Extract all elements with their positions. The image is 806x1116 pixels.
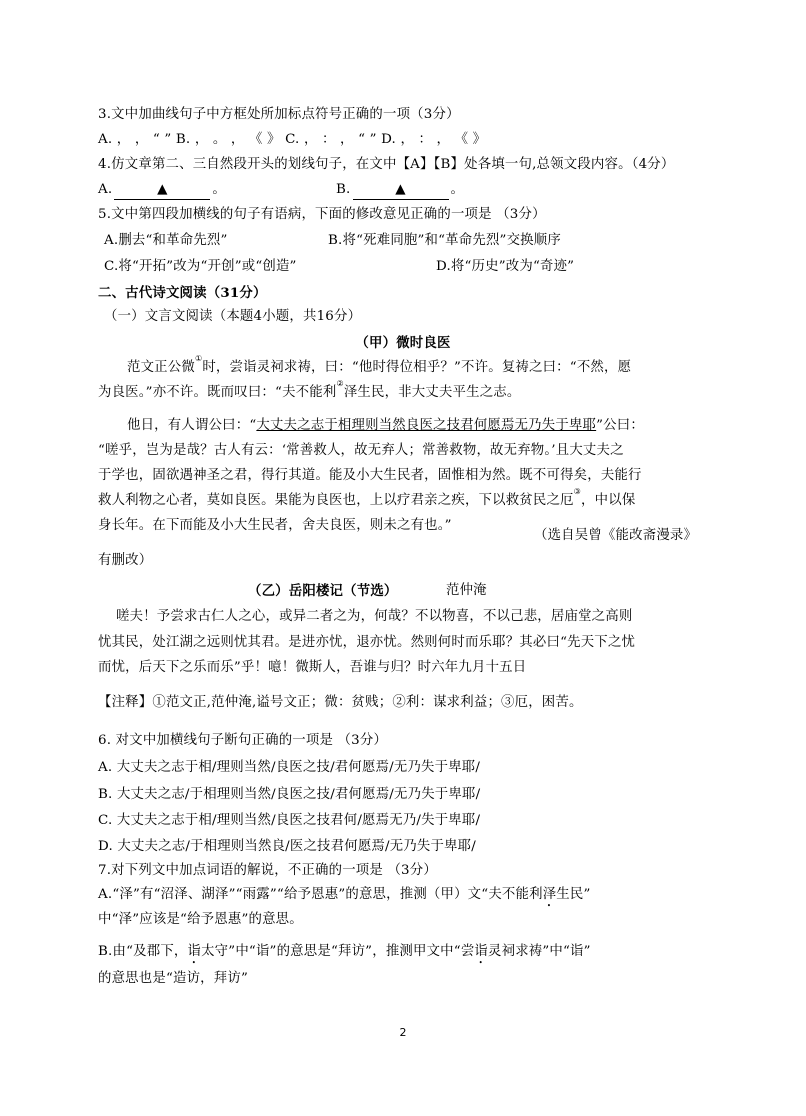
q4-b-label: B. [336, 182, 351, 197]
q5-option-c: C.将“开拓”改为“开创”或“创造” [104, 259, 297, 274]
q5-option-a: A.删去“和革命先烈” [104, 233, 228, 248]
passage-a-p1-line1: 范文正公微①时，尝诣灵祠求祷，曰：“他时得位相乎？”不许。复祷之曰：“不然，愿 [127, 354, 632, 375]
annotation-note: 【注释】①范文正,范仲淹,谥号文正；微：贫贱；②利：谋求利益；③厄，困苦。 [98, 695, 583, 710]
q5-option-d: D.将“历史”改为“奇迹” [436, 259, 575, 274]
q4-answer-b [336, 181, 464, 200]
passage-b-line3: 而忧，后天下之乐而乐”乎！噫！微斯人，吾谁与归？时六年九月十五日 [98, 660, 527, 675]
passage-a-p2-line3: 于学也，固欲遇神圣之君，得行其道。能及小大生民者，固惟相为然。既不可得矣，夫能行 [98, 468, 642, 483]
passage-a-source-cont: 有删改） [98, 553, 153, 568]
q4-a-blank: ▲ [114, 181, 210, 200]
q4-b-blank: ▲ [353, 181, 449, 200]
q4-b-end: 。 [450, 182, 465, 197]
passage-b-line2: 忧其民，处江湖之远则忧其君。是进亦忧，退亦忧。然则何时而乐耶？其必曰“先天下之忧 [98, 635, 636, 650]
q4-a-end: 。 [212, 182, 226, 197]
q6-option-c: C. 大丈夫之志于相/理则当然/良医之技君何/愿焉无乃/失于卑耶/ [98, 813, 481, 828]
passage-a-p2-line5: 身长年。在下而能及小大生民者，舍夫良医，则未之有也。” [98, 518, 452, 533]
passage-a-p2-line4: 救人利物之心者，莫如良医。果能为良医也，上以疗君亲之疾，下以救贫民之厄③，中以保 [98, 487, 636, 508]
passage-b-author: 范仲淹 [446, 583, 487, 598]
q4-a-label: A. [98, 182, 113, 197]
q4-stem: 4.仿文章第二、三自然段开头的划线句子，在文中【A】【B】处各填一句,总领文段内容。（4分） [98, 157, 675, 172]
dotted-word-yi-2: 诣 [474, 944, 489, 959]
q6-stem: 6. 对文中加横线句子断句正确的一项是 （3分） [98, 733, 388, 748]
underlined-sentence: 大丈夫之志于相理则当然良医之技君何愿焉无乃失于卑耶 [256, 418, 597, 433]
note-ref-2: ② [336, 379, 344, 388]
page-number: 2 [399, 1026, 407, 1039]
q7-option-b-line1: B.由“及郡下，诣太守”中“诣”的意思是“拜访”，推测甲文中“尝诣灵祠求祷”中“诣” [98, 944, 591, 959]
note-ref-3: ③ [573, 487, 582, 496]
section-2-subtitle: （一）文言文阅读（本题4小题，共16分） [104, 309, 362, 324]
passage-a-title: （甲）微时良医 [355, 335, 451, 351]
passage-a-p1-line2: 为良医。”亦不许。既而叹曰：“夫不能利②泽生民，非大丈夫平生之志。 [98, 379, 521, 400]
dotted-word-ze: 泽 [542, 887, 557, 902]
q6-option-b: B. 大丈夫之志/于相理则当然/良医之技/君何愿焉/无乃失于卑耶/ [98, 787, 481, 802]
passage-a-p2-line1: 他日，有人谓公曰：“大丈夫之志于相理则当然良医之技君何愿焉无乃失于卑耶”公曰： [127, 418, 644, 433]
q6-option-d: D. 大丈夫之志/于相理则当然良/医之技君何愿焉/无乃失于卑耶/ [98, 839, 476, 854]
q5-option-b: B.将“死难同胞”和“革命先烈”交换顺序 [328, 233, 561, 248]
note-ref-1: ① [194, 354, 203, 363]
q3-options: A. ， ， “ ” B. ， 。 ， 《 》 C. ， ： ， “ ” D. ， ： ， 《 》 [98, 132, 487, 147]
q5-stem: 5.文中第四段加横线的句子有语病，下面的修改意见正确的一项是 （3分） [98, 207, 546, 222]
passage-b-line1: 嗟夫！予尝求古仁人之心，或异二者之为，何哉？不以物喜，不以己悲，居庙堂之高则 [116, 609, 633, 624]
section-2-title: 二、古代诗文阅读（31分） [98, 285, 267, 301]
passage-a-source: （选自吴曾《能改斋漫录》 [534, 528, 698, 543]
dotted-word-yi-1: 诣 [187, 944, 202, 959]
q3-stem: 3.文中加曲线句子中方框处所加标点符号正确的一项（3分） [98, 107, 460, 122]
q7-option-b-line2: 的意思也是“造访，拜访” [98, 971, 248, 986]
q4-answer-a [98, 181, 226, 200]
q6-option-a: A. 大丈夫之志于相/理则当然/良医之技/君何愿焉/无乃失于卑耶/ [98, 760, 481, 775]
q7-option-a-line2: 中“泽”应该是“给予恩惠”的意思。 [98, 912, 303, 927]
passage-a-p2-line2: “嗟乎，岂为是哉？古人有云：‘常善救人，故无弃人；常善救物，故无弃物。’且大丈夫之 [98, 443, 624, 458]
passage-b-title: （乙）岳阳楼记（节选） [248, 583, 398, 599]
q7-option-a-line1: A.“泽”有“沼泽、湖泽”“雨露”“给予恩惠”的意思，推测（甲）文“夫不能利泽生民” [98, 887, 591, 902]
q7-stem: 7.对下列文中加点词语的解说，不正确的一项是 （3分） [98, 863, 437, 878]
